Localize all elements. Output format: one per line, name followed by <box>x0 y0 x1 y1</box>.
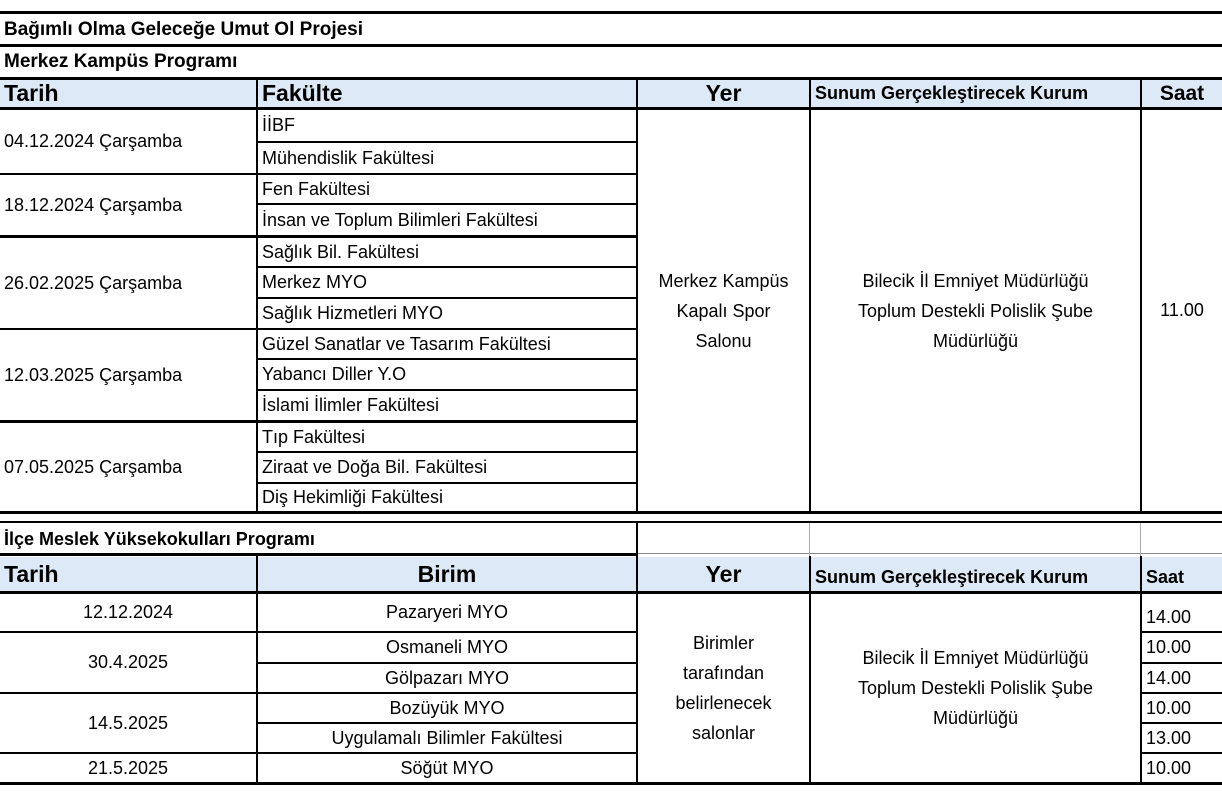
yer-line: Kapalı Spor <box>676 300 771 321</box>
merkez-faculty: Ziraat ve Doğa Bil. Fakültesi <box>262 457 488 477</box>
ilce-saat: 14.00 <box>1146 606 1192 627</box>
grid-line <box>258 722 636 724</box>
merkez-date: 26.02.2025 Çarşamba <box>4 272 183 293</box>
grid-line <box>636 553 1222 554</box>
ilce-yer-cell <box>638 594 809 782</box>
merkez-kurum-cell <box>811 110 1140 511</box>
grid-line <box>258 662 636 664</box>
grid-line <box>1142 722 1222 724</box>
project-title: Bağımlı Olma Geleceğe Umut Ol Projesi <box>4 18 364 40</box>
grid-line <box>258 482 636 484</box>
grid-line <box>0 521 1222 523</box>
ilce-saat: 14.00 <box>1146 667 1192 688</box>
grid-line <box>1142 692 1222 694</box>
grid-line <box>0 692 636 694</box>
ilce-header-yer: Yer <box>638 557 809 591</box>
grid-line <box>636 521 638 556</box>
ilce-unit: Uygulamalı Bilimler Fakültesi <box>331 727 563 748</box>
merkez-faculty: Diş Hekimliği Fakültesi <box>262 487 444 507</box>
merkez-date: 18.12.2024 Çarşamba <box>4 194 183 215</box>
merkez-faculty: İİBF <box>262 115 296 135</box>
merkez-section-title: Merkez Kampüs Programı <box>4 51 238 72</box>
grid-line <box>0 11 1222 14</box>
grid-line <box>0 591 1222 594</box>
ilce-kurum-cell <box>811 594 1140 782</box>
merkez-faculty: Mühendislik Fakültesi <box>262 147 435 168</box>
ilce-date: 14.5.2025 <box>87 712 169 733</box>
kurum-line: Toplum Destekli Polislik Şube <box>857 678 1094 698</box>
grid-line <box>258 203 636 205</box>
ilce-date: 12.12.2024 <box>82 602 174 622</box>
merkez-faculty: Yabancı Diller Y.O <box>262 364 407 384</box>
grid-line <box>0 420 636 423</box>
grid-line <box>0 77 1222 80</box>
ilce-unit: Söğüt MYO <box>400 757 494 778</box>
kurum-line: Bilecik İl Emniyet Müdürlüğü <box>862 648 1089 668</box>
grid-line <box>1140 556 1142 782</box>
grid-line <box>1142 662 1222 664</box>
ilce-date: 21.5.2025 <box>87 757 169 778</box>
ilce-header-saat: Saat <box>1142 557 1222 591</box>
kurum-line: Toplum Destekli Polislik Şube <box>857 300 1094 321</box>
merkez-header-fakulte: Fakülte <box>258 80 636 107</box>
merkez-date: 12.03.2025 Çarşamba <box>4 364 183 385</box>
ilce-unit: Pazaryeri MYO <box>385 602 509 622</box>
merkez-faculty: İslami İlimler Fakültesi <box>262 395 440 415</box>
grid-line <box>1140 523 1141 556</box>
ilce-saat: 10.00 <box>1146 697 1192 718</box>
grid-line <box>0 173 636 175</box>
yer-line: tarafından <box>682 663 765 683</box>
ilce-date: 30.4.2025 <box>87 652 169 672</box>
grid-line <box>0 235 636 238</box>
yer-line: belirlenecek <box>675 693 772 713</box>
grid-line <box>0 511 1222 514</box>
grid-line <box>1142 631 1222 633</box>
grid-line <box>258 141 636 143</box>
grid-line <box>258 266 636 268</box>
grid-line <box>0 328 636 330</box>
yer-line: salonlar <box>691 723 756 743</box>
merkez-faculty: Sağlık Bil. Fakültesi <box>262 241 420 262</box>
merkez-faculty: Tıp Fakültesi <box>262 426 366 447</box>
grid-line <box>258 389 636 391</box>
kurum-line: Bilecik İl Emniyet Müdürlüğü <box>862 270 1089 291</box>
grid-line <box>0 752 636 754</box>
grid-line <box>636 80 638 511</box>
merkez-faculty: Merkez MYO <box>262 272 368 292</box>
merkez-date: 07.05.2025 Çarşamba <box>4 456 183 477</box>
grid-line <box>0 44 1222 47</box>
ilce-section-title: İlçe Meslek Yüksekokulları Programı <box>4 528 315 549</box>
ilce-header-tarih: Tarih <box>0 557 256 591</box>
grid-line <box>1142 752 1222 754</box>
grid-line <box>809 556 811 782</box>
ilce-unit: Bozüyük MYO <box>389 697 505 718</box>
ilce-saat: 10.00 <box>1146 757 1192 778</box>
grid-line <box>0 631 636 633</box>
grid-line <box>636 556 638 782</box>
merkez-header-yer: Yer <box>638 80 809 107</box>
yer-line: Merkez Kampüs <box>658 270 789 291</box>
merkez-header-saat: Saat <box>1142 80 1222 107</box>
grid-line <box>0 782 1222 785</box>
grid-line <box>809 80 811 511</box>
ilce-unit: Gölpazarı MYO <box>384 667 510 688</box>
yer-line: Birimler <box>693 633 754 653</box>
grid-line <box>809 523 810 556</box>
ilce-saat: 10.00 <box>1146 637 1192 657</box>
merkez-header-kurum: Sunum Gerçekleştirecek Kurum <box>811 80 1140 107</box>
grid-line <box>0 107 1222 110</box>
kurum-line: Müdürlüğü <box>932 330 1019 351</box>
merkez-faculty: Güzel Sanatlar ve Tasarım Fakültesi <box>262 333 551 354</box>
grid-line <box>258 451 636 453</box>
ilce-header-birim: Birim <box>258 557 636 591</box>
yer-line: Salonu <box>695 330 752 351</box>
ilce-header-kurum: Sunum Gerçekleştirecek Kurum <box>811 557 1140 591</box>
merkez-faculty: Fen Fakültesi <box>262 178 371 199</box>
merkez-faculty: Sağlık Hizmetleri MYO <box>262 303 444 323</box>
ilce-saat: 13.00 <box>1146 727 1192 748</box>
merkez-date: 04.12.2024 Çarşamba <box>4 131 183 151</box>
grid-line <box>258 297 636 299</box>
grid-line <box>1140 80 1142 511</box>
merkez-yer-cell <box>638 110 809 511</box>
merkez-saat-cell: 11.00 <box>1160 300 1204 320</box>
grid-line <box>258 358 636 360</box>
kurum-line: Müdürlüğü <box>932 708 1019 728</box>
merkez-faculty: İnsan ve Toplum Bilimleri Fakültesi <box>262 209 538 230</box>
ilce-unit: Osmaneli MYO <box>385 637 509 657</box>
grid-line <box>256 556 258 782</box>
grid-line <box>256 80 258 511</box>
merkez-header-tarih: Tarih <box>0 80 256 107</box>
grid-line <box>0 553 636 556</box>
